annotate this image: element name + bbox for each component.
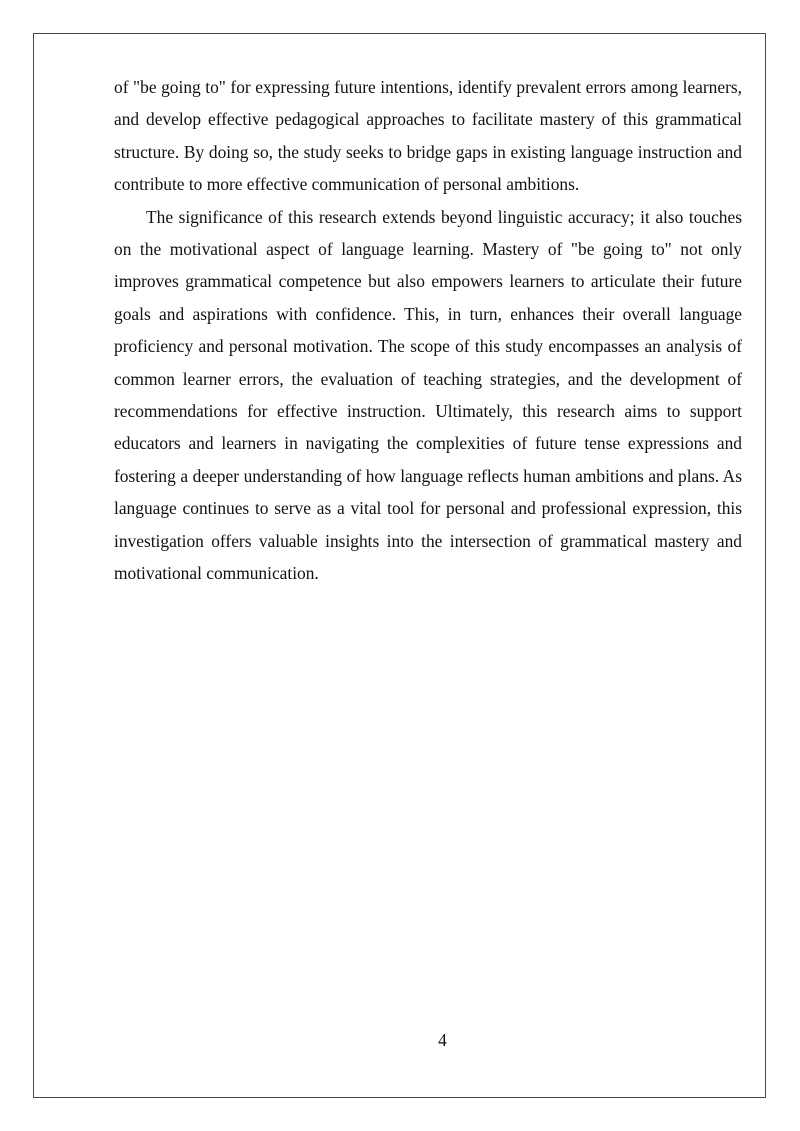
paragraph-continuation: of "be going to" for expressing future intentions, identify prevalent errors among learners, and develop effective pedagogical approaches to facilitate mastery of this grammatical structure. By doing so, the study seeks to bridge gaps in existing language instruction and contribute to more effective communication of personal ambitions. (114, 77, 742, 195)
page-number: 4 (438, 1030, 447, 1050)
paragraph-significance: The significance of this research extends beyond linguistic accuracy; it also touches on the motivational aspect of language learning. Mastery of "be going to" not only improves grammatical competence but also empowers learners to articulate their future goals and aspirations with confidence. This, in turn, enhances their overall language proficiency and personal motivation. The scope of this study encompasses an analysis of common learner errors, the evaluation of teaching strategies, and the development of recommendations for effective instruction. Ultimately, this research aims to support educators and learners in navigating the complexities of future tense expressions and fostering a deeper understanding of how language reflects human ambitions and plans. As language continues to serve as a vital tool for personal and professional expression, this investigation offers valuable insights into the intersection of grammatical mastery and motivational communication. (114, 206, 742, 584)
document-body (114, 71, 742, 590)
